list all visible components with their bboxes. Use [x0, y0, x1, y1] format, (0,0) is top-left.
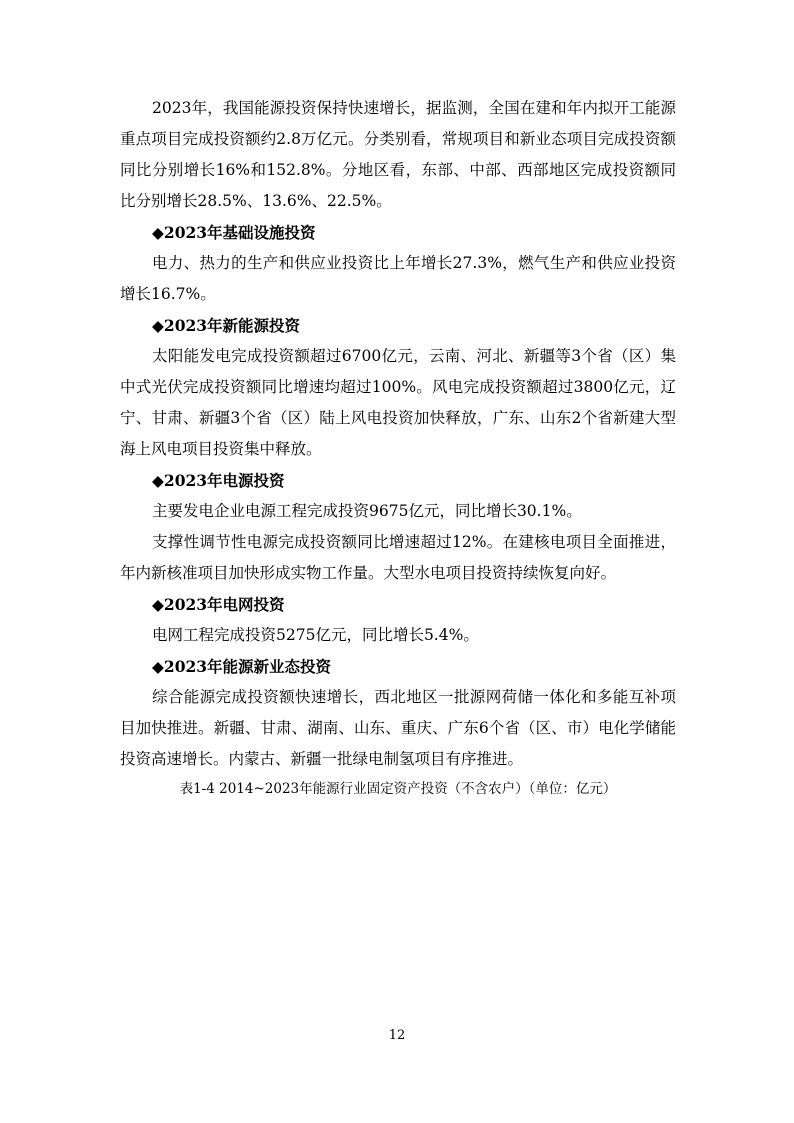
grid-paragraph: 电网工程完成投资5275亿元，同比增长5.4%。 [152, 626, 479, 644]
heading-grid-investment: ◆2023年电网投资 [152, 595, 285, 614]
power-source-paragraph-1: 主要发电企业电源工程完成投资9675亿元，同比增长30.1%。 [152, 502, 582, 520]
new-energy-paragraph: 太阳能发电完成投资额超过6700亿元，云南、河北、新疆等3个省（区）集中式光伏完成投资额同比增速均超过100%。风电完成投资额超过3800亿元，辽宁、甘肃、新疆3个省（区）陆上风电投资加快释放，广东、山东2个省新建大型海上风电项目投资集中释放。 [120, 347, 676, 458]
heading-new-business-investment: ◆2023年能源新业态投资 [152, 657, 332, 676]
heading-new-energy-investment: ◆2023年新能源投资 [152, 316, 301, 335]
power-source-paragraph-2: 支撑性调节性电源完成投资额同比增速超过12%。在建核电项目全面推进，年内新核准项目加快形成实物工作量。大型水电项目投资持续恢复向好。 [120, 533, 676, 582]
new-business-paragraph: 综合能源完成投资额快速增长，西北地区一批源网荷储一体化和多能互补项目加快推进。新疆、甘肃、湖南、山东、重庆、广东6个省（区、市）电化学储能投资高速增长。内蒙古、新疆一批绿电制氢项目有序推进。 [120, 688, 676, 768]
heading-infrastructure-investment: ◆2023年基础设施投资 [152, 223, 316, 242]
page-number: 12 [388, 1028, 406, 1043]
infrastructure-paragraph: 电力、热力的生产和供应业投资比上年增长27.3%，燃气生产和供应业投资增长16.7%。 [120, 254, 676, 303]
document-body [120, 93, 676, 801]
table-caption: 表1-4 2014~2023年能源行业固定资产投资（不含农户）（单位：亿元） [179, 781, 617, 797]
heading-power-source-investment: ◆2023年电源投资 [152, 471, 285, 490]
intro-paragraph: 2023年，我国能源投资保持快速增长，据监测，全国在建和年内拟开工能源重点项目完成投资额约2.8万亿元。分类别看，常规项目和新业态项目完成投资额同比分别增长16%和152.8%。分地区看，东部、中部、西部地区完成投资额同比分别增长28.5%、13.6%、22.5%。 [120, 99, 676, 210]
